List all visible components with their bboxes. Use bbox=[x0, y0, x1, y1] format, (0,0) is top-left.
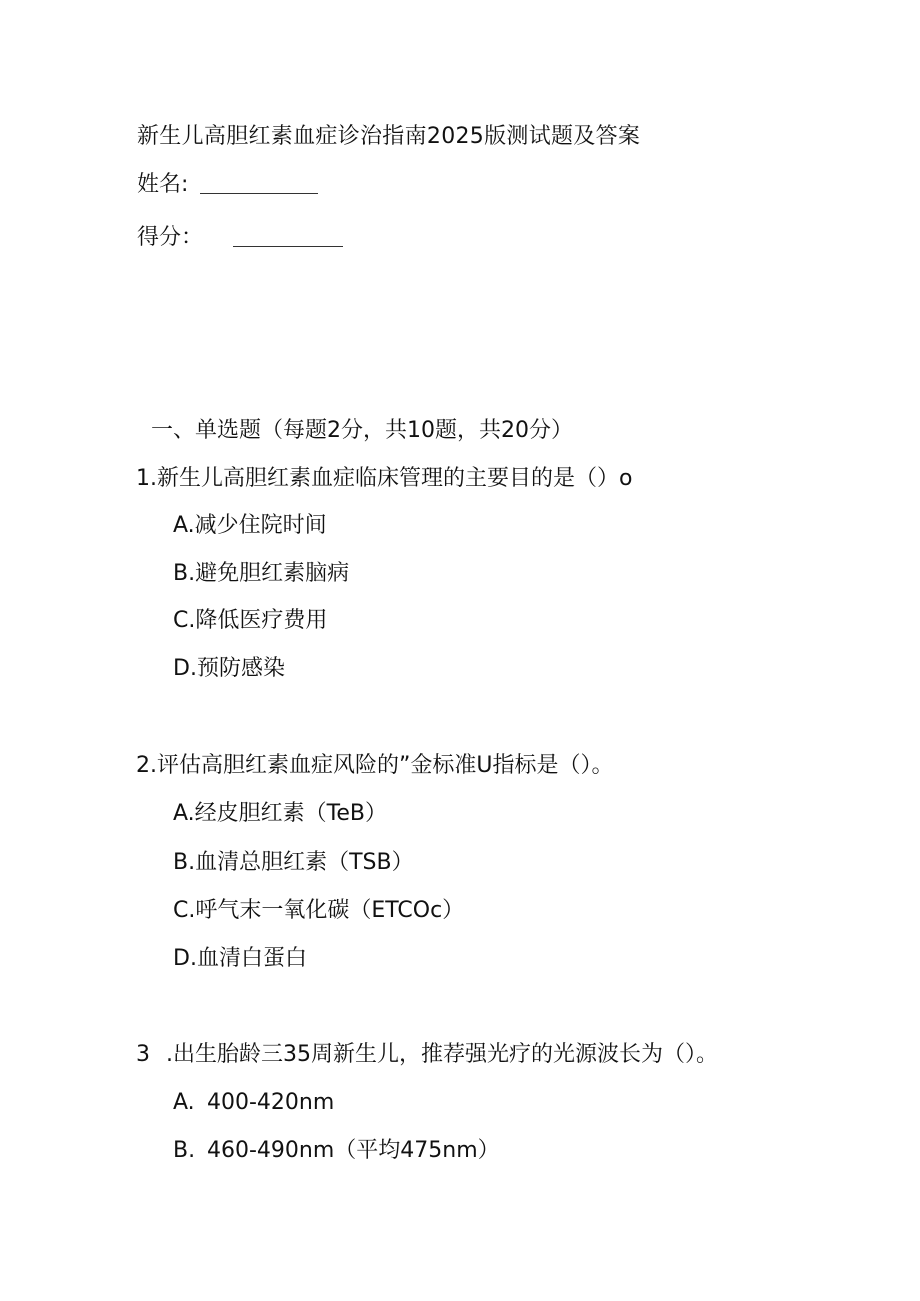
option-text: 血清白蛋白 bbox=[196, 946, 307, 971]
question-2 bbox=[136, 752, 614, 780]
name-blank-line[interactable] bbox=[200, 173, 318, 194]
option-letter: C. bbox=[173, 608, 196, 633]
option-3b bbox=[173, 1137, 500, 1165]
question-number: 1. bbox=[136, 466, 157, 491]
question-number: 3 bbox=[136, 1042, 150, 1067]
option-1d bbox=[173, 655, 285, 683]
question-text: .出生胎龄三35周新生儿，推荐强光疗的光源波长为（）。 bbox=[166, 1042, 718, 1067]
name-field bbox=[137, 171, 318, 199]
option-letter: A. bbox=[173, 513, 195, 538]
option-letter: B. bbox=[173, 561, 196, 586]
option-text: 预防感染 bbox=[196, 656, 285, 681]
option-text: 经皮胆红素（TeB） bbox=[194, 801, 387, 826]
option-text: 降低医疗费用 bbox=[195, 608, 328, 633]
option-letter: B. bbox=[173, 850, 196, 875]
score-label: 得分： bbox=[137, 225, 204, 250]
question-1 bbox=[136, 465, 632, 493]
question-3 bbox=[136, 1041, 718, 1069]
option-letter: C. bbox=[173, 898, 196, 923]
question-text: 新生儿高胆红素血症临床管理的主要目的是（）o bbox=[157, 466, 633, 491]
score-field bbox=[137, 224, 343, 252]
option-1a bbox=[173, 512, 327, 540]
option-letter: D. bbox=[173, 656, 197, 681]
option-text: 400-420nm bbox=[207, 1090, 335, 1115]
option-2a bbox=[173, 800, 387, 828]
section-title: 一、单选题（每题2分，共10题，共20分） bbox=[151, 418, 573, 443]
option-letter: A. bbox=[173, 1090, 195, 1115]
question-text: 评估高胆红素血症风险的”金标准U指标是（）。 bbox=[157, 753, 614, 778]
option-2b bbox=[173, 849, 414, 877]
option-text: 减少住院时间 bbox=[194, 513, 327, 538]
option-text: 460-490nm（平均475nm） bbox=[207, 1138, 500, 1163]
document-title: 新生儿高胆红素血症诊治指南2025版测试题及答案 bbox=[137, 124, 641, 149]
question-number: 2. bbox=[136, 753, 157, 778]
option-text: 血清总胆红素（TSB） bbox=[195, 850, 414, 875]
option-text: 呼气末一氧化碳（ETCOc） bbox=[195, 898, 465, 923]
option-letter: B. bbox=[173, 1138, 196, 1163]
option-2d bbox=[173, 945, 307, 973]
option-2c bbox=[173, 897, 464, 925]
option-3a bbox=[173, 1089, 334, 1117]
name-label: 姓名: bbox=[137, 172, 189, 197]
option-letter: D. bbox=[173, 946, 197, 971]
option-1b bbox=[173, 560, 349, 588]
option-1c bbox=[173, 607, 327, 635]
option-text: 避免胆红素脑病 bbox=[195, 561, 350, 586]
score-blank-line[interactable] bbox=[233, 226, 343, 247]
option-letter: A. bbox=[173, 801, 195, 826]
